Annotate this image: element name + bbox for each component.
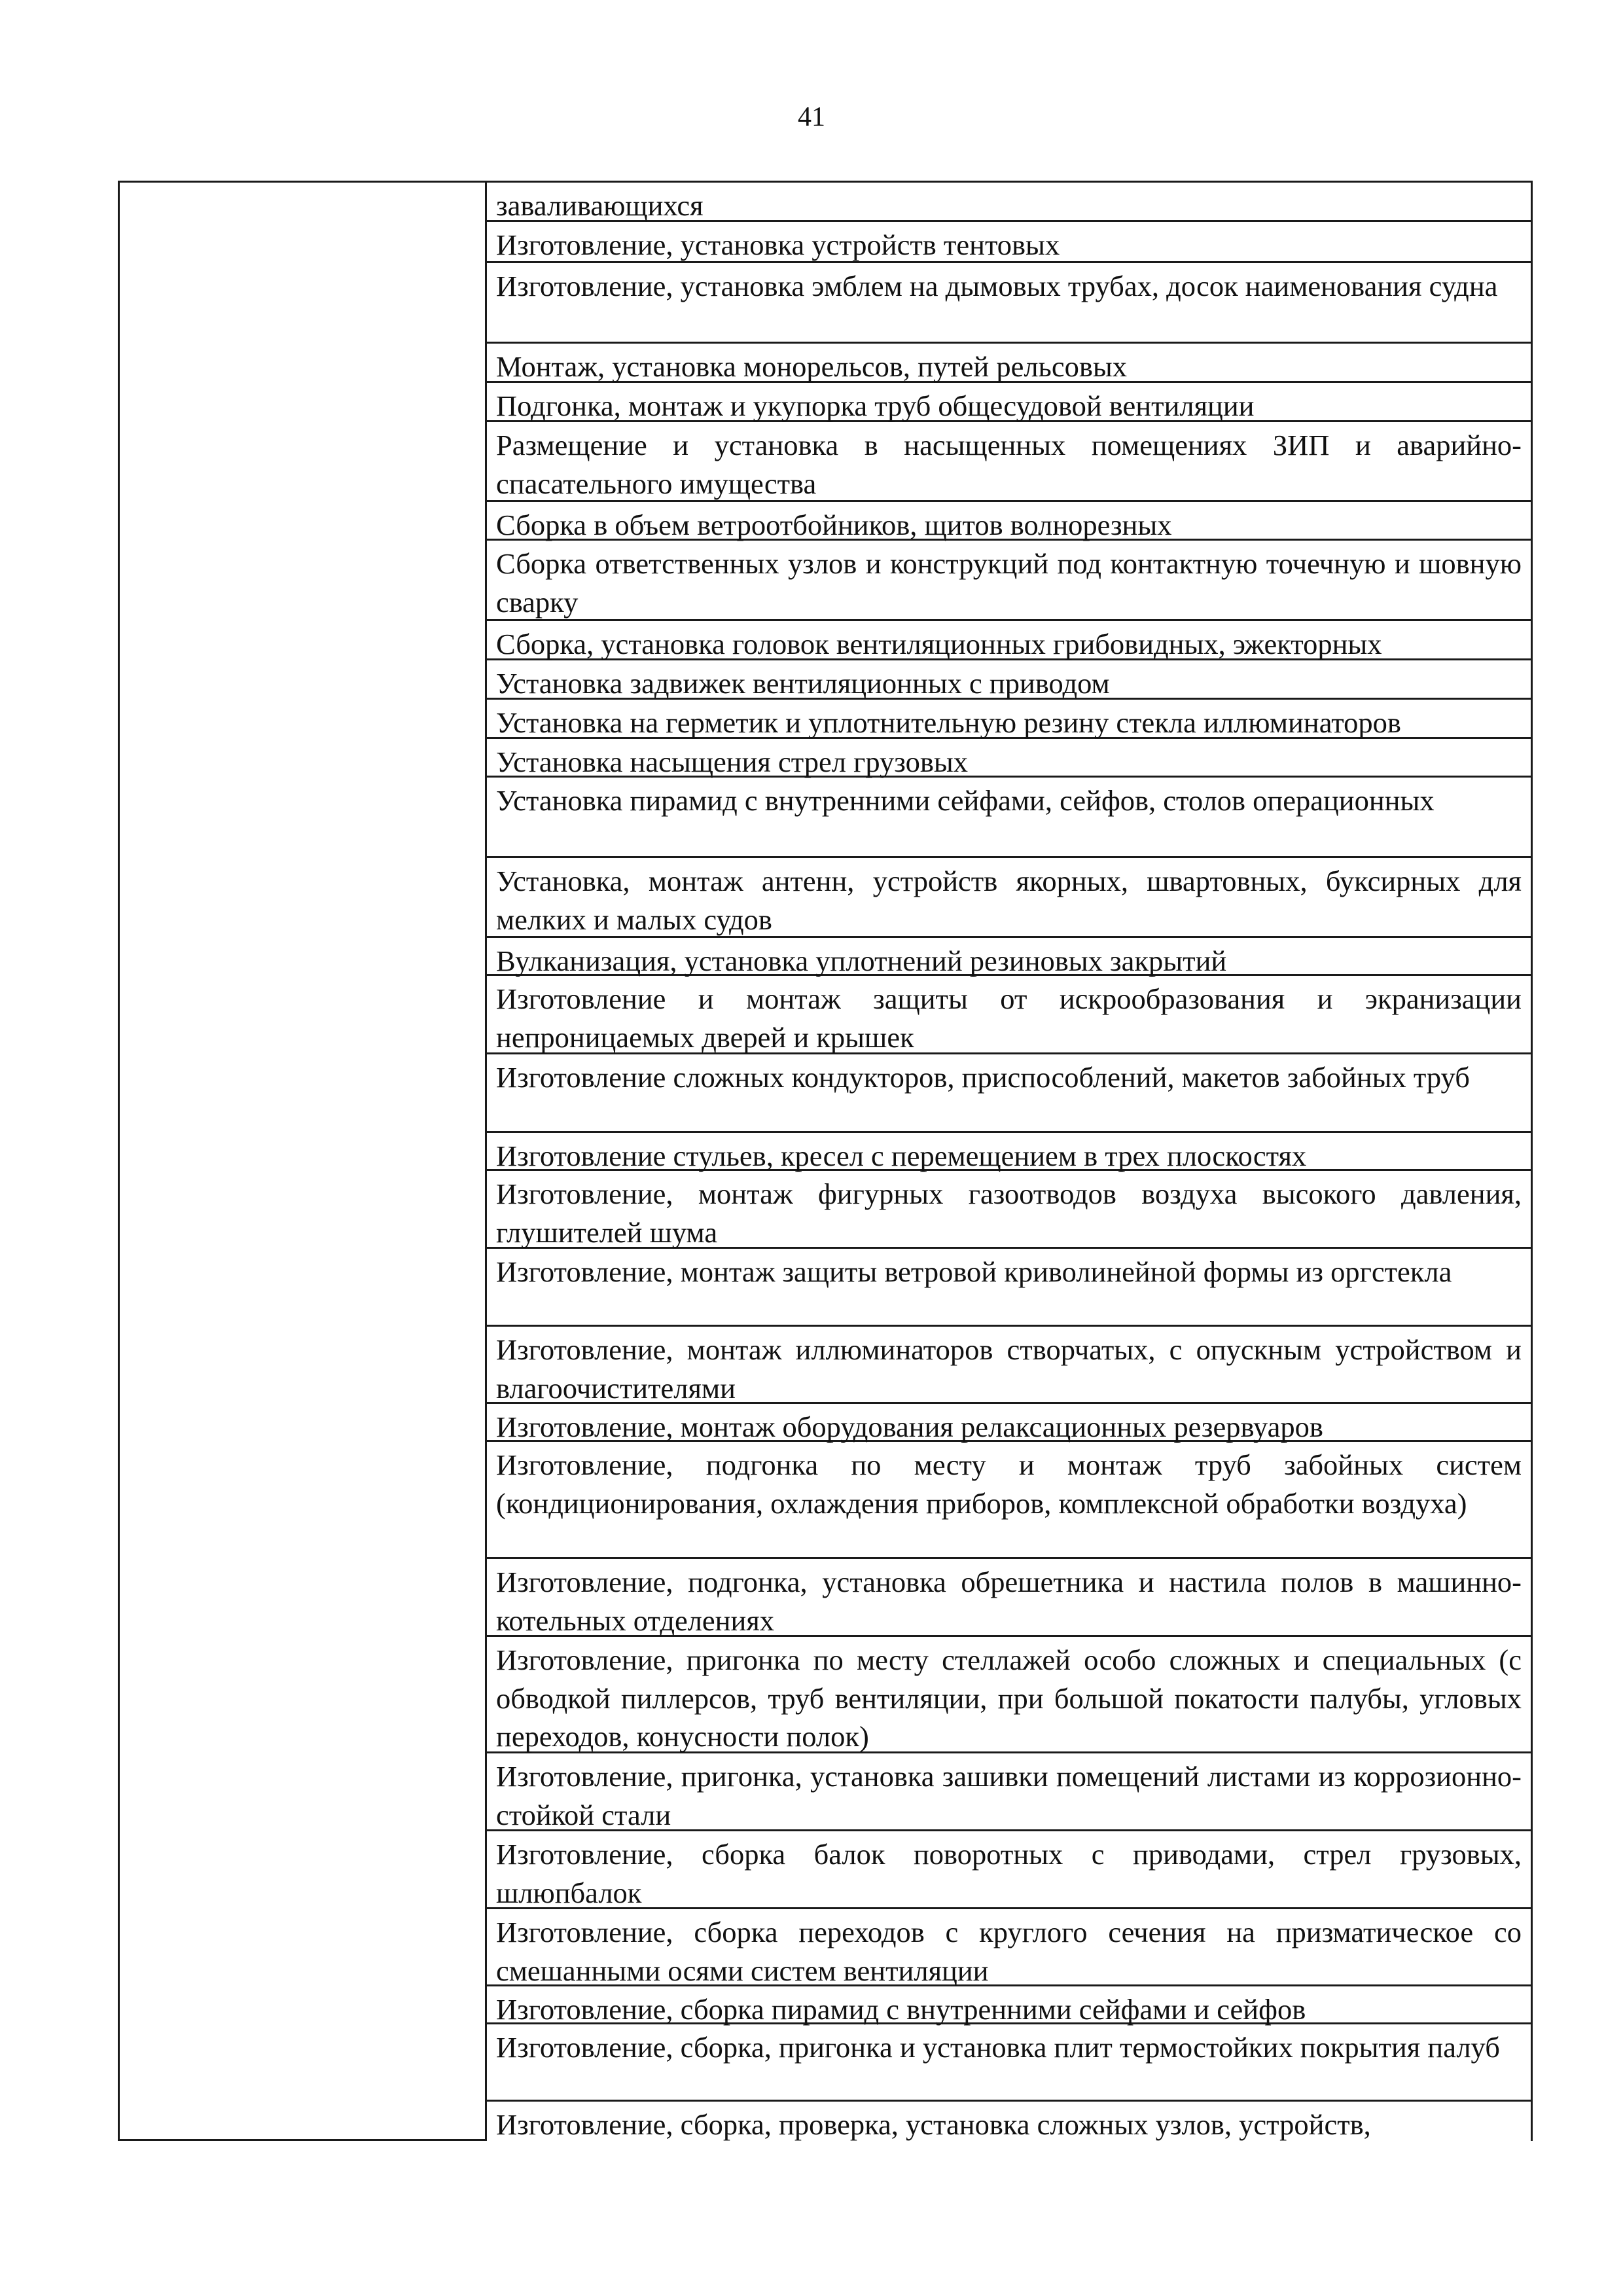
table-row: Изготовление, установка эмблем на дымовых трубах, досок наименования судна <box>487 263 1531 344</box>
table-row: Изготовление, монтаж оборудования релаксационных резервуаров <box>487 1404 1531 1442</box>
table-row: Изготовление, пригонка по месту стеллажей особо сложных и специальных (с обводкой пиллерсов, труб вентиляции, при большой покатости палубы, угловых переходов, конусности полок) <box>487 1637 1531 1753</box>
table-row: Изготовление стульев, кресел с перемещением в трех плоскостях <box>487 1133 1531 1171</box>
table-row: Подгонка, монтаж и укупорка труб общесудовой вентиляции <box>487 383 1531 422</box>
table-row: Установка, монтаж антенн, устройств якорных, швартовных, буксирных для мелких и малых судов <box>487 858 1531 938</box>
table-row: Изготовление, монтаж иллюминаторов створчатых, с опускным устройством и влагоочистителями <box>487 1327 1531 1404</box>
table-row: Сборка в объем ветроотбойников, щитов волнорезных <box>487 502 1531 541</box>
table-row: Изготовление, сборка пирамид с внутренними сейфами и сейфов <box>487 1986 1531 2024</box>
table-row: Изготовление сложных кондукторов, приспособлений, макетов забойных труб <box>487 1054 1531 1133</box>
table-row: Установка на герметик и уплотнительную резину стекла иллюминаторов <box>487 700 1531 739</box>
page-number: 41 <box>798 102 825 132</box>
table-row: Изготовление, сборка, пригонка и установка плит термостойких покрытия палуб <box>487 2024 1531 2102</box>
table-row: Сборка, установка головок вентиляционных грибовидных, эжекторных <box>487 621 1531 660</box>
table-row: заваливающихся <box>487 183 1531 222</box>
table-row: Изготовление, монтаж фигурных газоотводов воздуха высокого давления, глушителей шума <box>487 1171 1531 1249</box>
table-left-cell <box>120 183 487 2141</box>
table-row: Установка насыщения стрел грузовых <box>487 739 1531 778</box>
table-right-column <box>487 183 1531 2141</box>
table-row: Вулканизация, установка уплотнений резиновых закрытий <box>487 938 1531 976</box>
table-row: Изготовление, подгонка по месту и монтаж труб забойных систем (кондиционирования, охлаждения приборов, комплексной обработки воздуха) <box>487 1442 1531 1559</box>
table-row: Изготовление, пригонка, установка зашивки помещений листами из коррозионно-стойкой стали <box>487 1753 1531 1831</box>
table-row: Изготовление, сборка переходов с круглого сечения на призматическое со смешанными осями систем вентиляции <box>487 1909 1531 1986</box>
table-row: Изготовление, сборка, проверка, установка сложных узлов, устройств, <box>496 2108 1371 2141</box>
table-row: Изготовление и монтаж защиты от искрообразования и экранизации непроницаемых дверей и крышек <box>487 976 1531 1054</box>
table-row: Изготовление, установка устройств тентовых <box>487 222 1531 263</box>
table-row: Изготовление, подгонка, установка обрешетника и настила полов в машинно-котельных отделениях <box>487 1559 1531 1637</box>
table-row: Размещение и установка в насыщенных помещениях ЗИП и аварийно-спасательного имущества <box>487 422 1531 502</box>
table-row: Монтаж, установка монорельсов, путей рельсовых <box>487 344 1531 383</box>
table-row: Изготовление, сборка балок поворотных с приводами, стрел грузовых, шлюпбалок <box>487 1831 1531 1909</box>
table-row: Установка пирамид с внутренними сейфами, сейфов, столов операционных <box>487 778 1531 858</box>
work-types-table <box>118 181 1533 2141</box>
table-row: Установка задвижек вентиляционных с приводом <box>487 660 1531 700</box>
table-row: Сборка ответственных узлов и конструкций под контактную точечную и шовную сварку <box>487 541 1531 621</box>
table-row: Изготовление, монтаж защиты ветровой криволинейной формы из оргстекла <box>487 1249 1531 1327</box>
